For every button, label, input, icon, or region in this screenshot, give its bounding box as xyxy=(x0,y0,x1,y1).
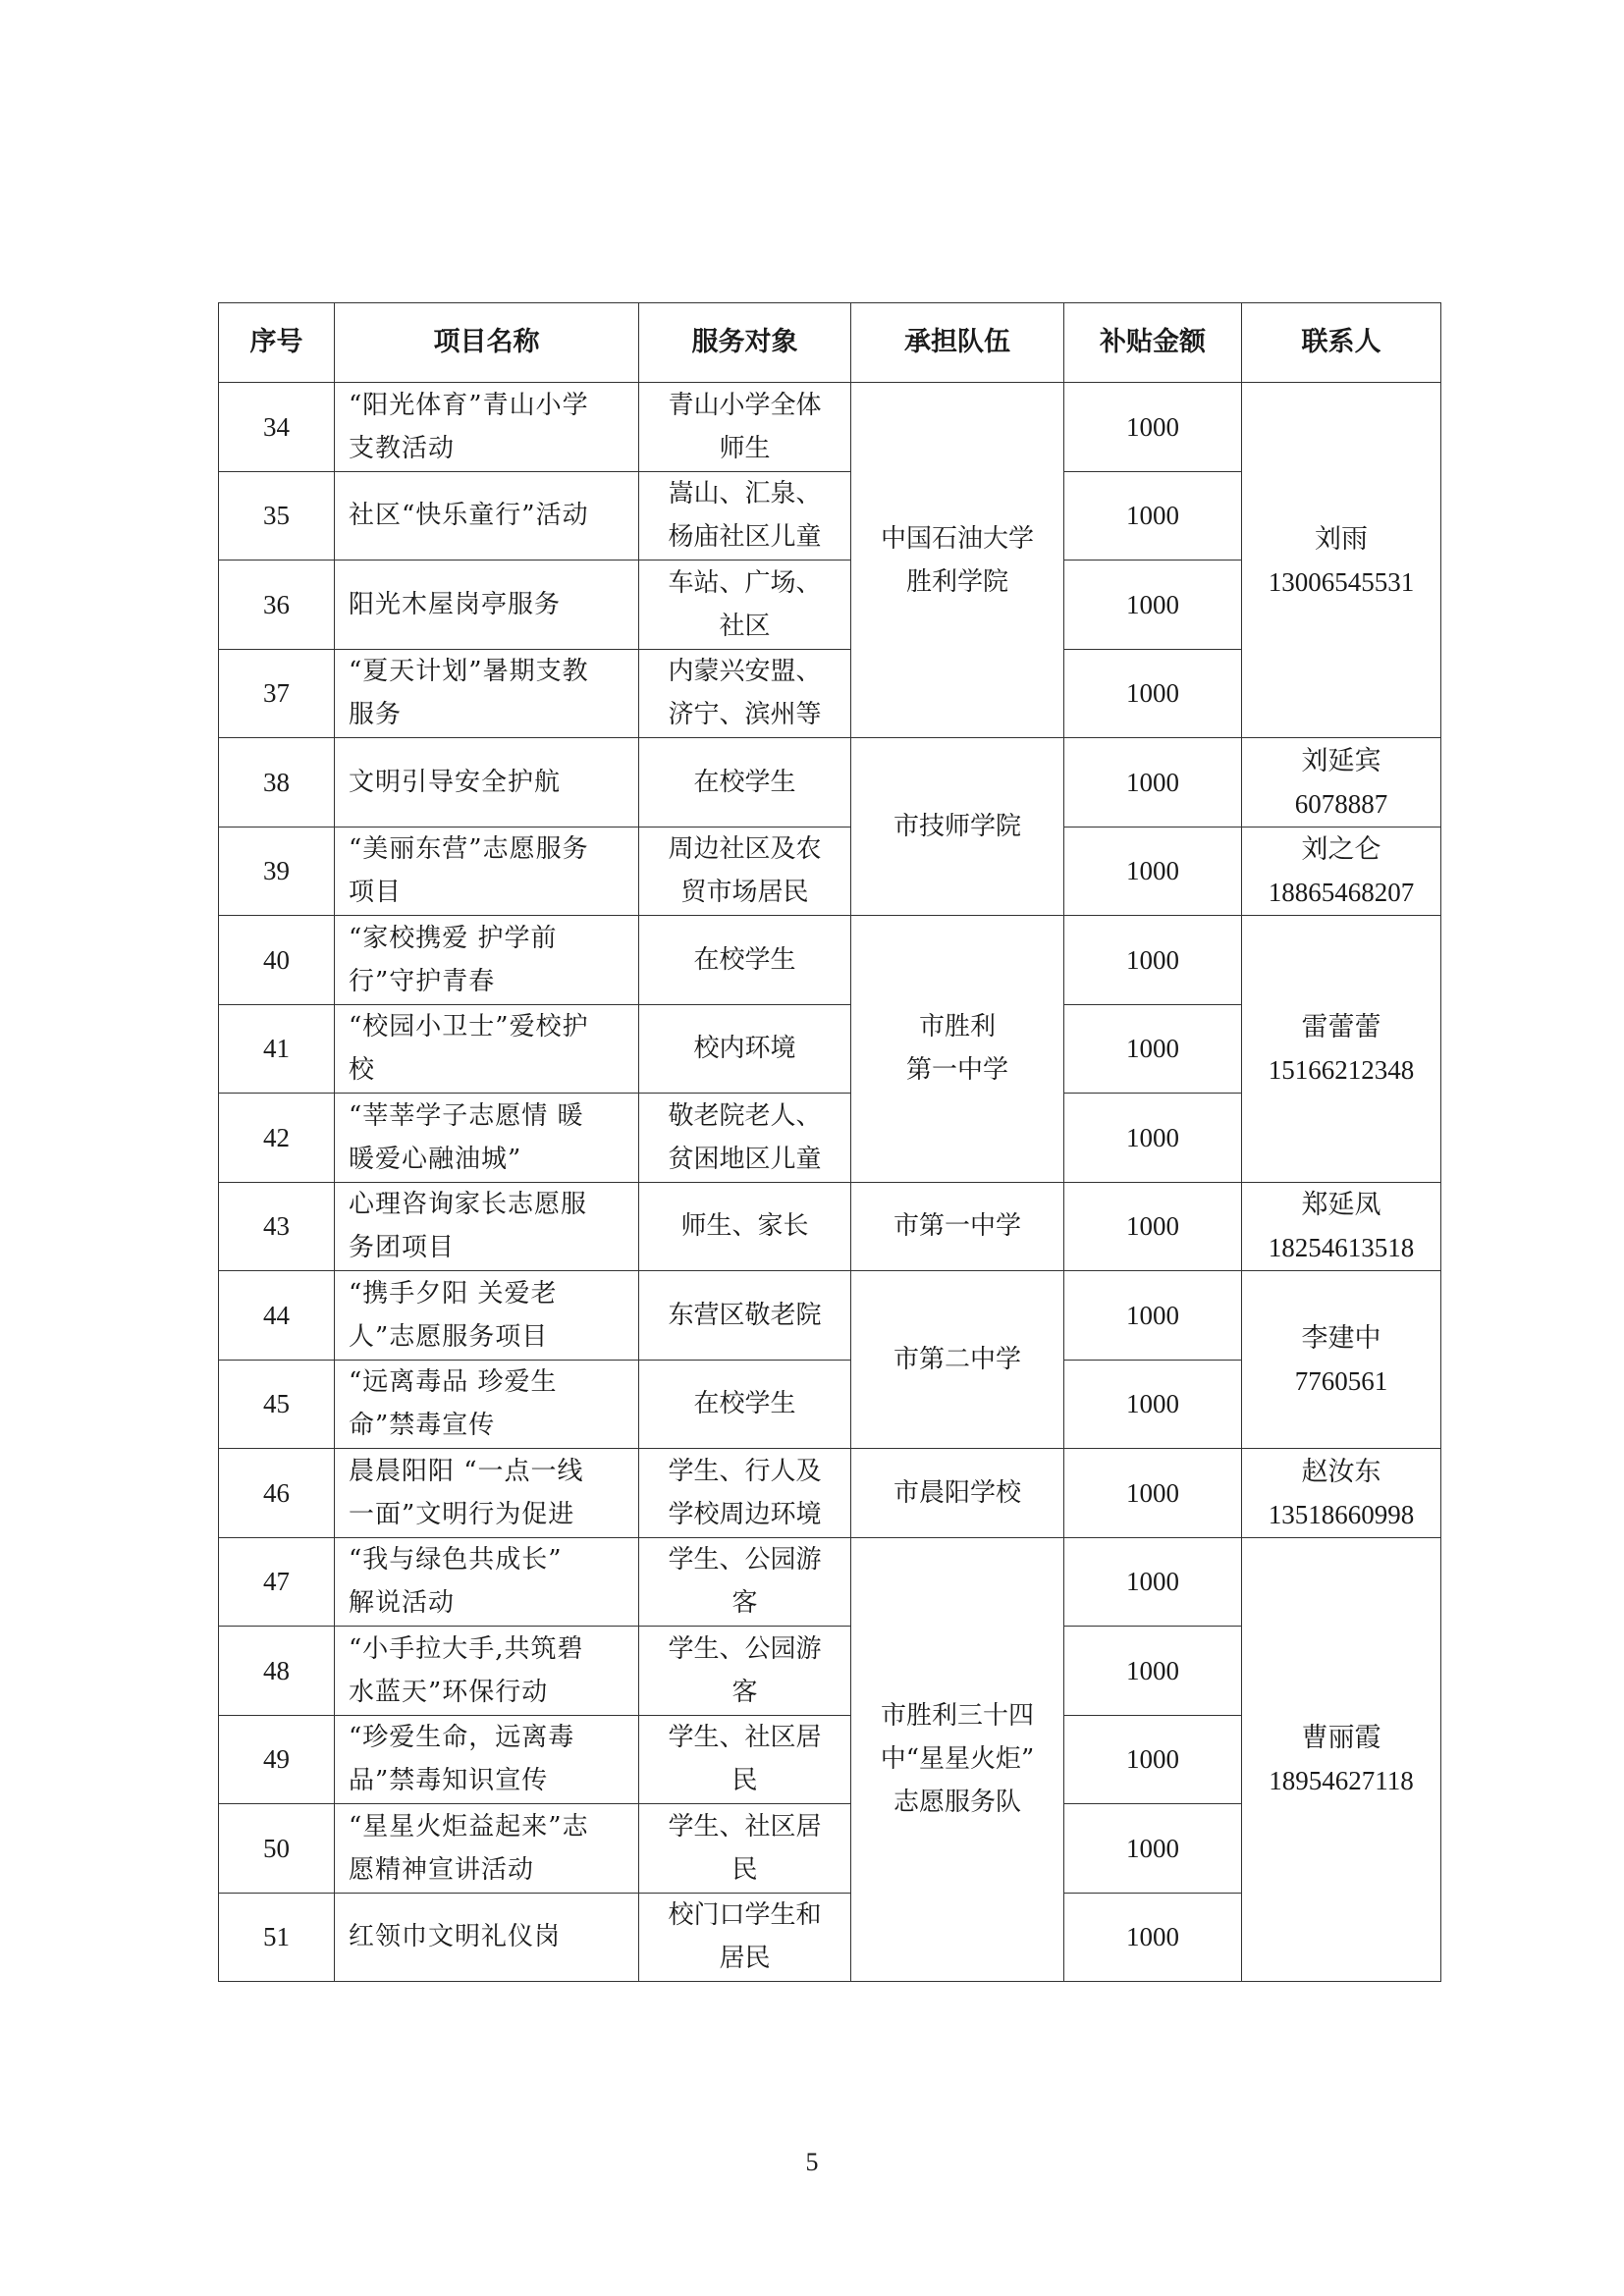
project-name-line: “小手拉大手,共筑碧 xyxy=(349,1633,584,1664)
project-name-line: 行”守护青春 xyxy=(349,966,496,996)
project-name-line: 红领巾文明礼仪岗 xyxy=(349,1922,562,1952)
service-target-cell xyxy=(639,916,851,1005)
contact-cell xyxy=(1242,1271,1441,1449)
service-target-line: 贸市场居民 xyxy=(680,878,809,908)
service-target-line: 学生、社区居 xyxy=(668,1811,822,1842)
team-line: 市第二中学 xyxy=(893,1345,1021,1374)
header-no: 序号 xyxy=(219,303,335,383)
contact-cell xyxy=(1242,383,1441,738)
service-target-line: 济宁、滨州等 xyxy=(668,700,822,730)
subsidy-cell: 1000 xyxy=(1064,1094,1242,1183)
project-name-line: 支教活动 xyxy=(349,433,456,463)
project-name-line: 心理咨询家长志愿服 xyxy=(349,1190,588,1220)
project-name-cell xyxy=(335,1182,639,1271)
service-target-line: 客 xyxy=(731,1588,758,1619)
project-name-line: 校 xyxy=(349,1055,376,1086)
table-row xyxy=(219,1271,1441,1361)
project-name-line: 命”禁毒宣传 xyxy=(349,1411,496,1441)
project-name-cell xyxy=(335,1804,639,1894)
team-line: 市技师学院 xyxy=(893,812,1021,841)
service-target-cell xyxy=(639,1182,851,1271)
team-cell xyxy=(851,383,1064,738)
project-name-cell xyxy=(335,827,639,916)
subsidy-cell: 1000 xyxy=(1064,1271,1242,1361)
subsidy-cell: 1000 xyxy=(1064,1004,1242,1094)
project-name-line: “夏天计划”暑期支教 xyxy=(349,657,589,687)
contact-cell xyxy=(1242,916,1441,1183)
contact-line: 13518660998 xyxy=(1268,1499,1415,1529)
project-name-cell xyxy=(335,1360,639,1449)
subsidy-cell: 1000 xyxy=(1064,649,1242,738)
team-line: 第一中学 xyxy=(905,1055,1008,1086)
header-team: 承担队伍 xyxy=(851,303,1064,383)
service-target-line: 学生、公园游 xyxy=(668,1633,822,1664)
project-name-cell xyxy=(335,1004,639,1094)
project-name-line: 项目 xyxy=(349,878,403,908)
service-target-cell xyxy=(639,1094,851,1183)
project-name-line: “阳光体育”青山小学 xyxy=(349,390,589,420)
service-target-line: 师生、家长 xyxy=(680,1211,809,1242)
service-target-cell xyxy=(639,1537,851,1627)
service-target-cell xyxy=(639,1449,851,1538)
team-cell xyxy=(851,738,1064,916)
project-name-line: “美丽东营”志愿服务 xyxy=(349,834,589,865)
row-number: 39 xyxy=(219,827,335,916)
subsidy-cell: 1000 xyxy=(1064,1627,1242,1716)
contact-cell xyxy=(1242,1449,1441,1538)
subsidy-cell: 1000 xyxy=(1064,1715,1242,1804)
project-name-cell xyxy=(335,471,639,561)
project-name-line: 阳光木屋岗亭服务 xyxy=(349,589,562,619)
project-name-line: 务团项目 xyxy=(349,1233,456,1263)
service-target-line: 嵩山、汇泉、 xyxy=(668,479,822,509)
contact-line: 13006545531 xyxy=(1268,566,1415,597)
contact-cell xyxy=(1242,1182,1441,1271)
contact-line: 6078887 xyxy=(1294,788,1388,819)
team-cell xyxy=(851,1182,1064,1271)
service-target-line: 民 xyxy=(731,1766,758,1796)
service-target-line: 东营区敬老院 xyxy=(668,1300,822,1330)
service-target-line: 校门口学生和 xyxy=(668,1900,822,1931)
service-target-cell xyxy=(639,827,851,916)
project-name-line: “家校携爱 护学前 xyxy=(349,923,558,953)
table-row xyxy=(219,1537,1441,1627)
project-name-cell xyxy=(335,1449,639,1538)
table-body xyxy=(219,383,1441,1982)
project-name-line: 品”禁毒知识宣传 xyxy=(349,1766,549,1796)
subsidy-cell: 1000 xyxy=(1064,1449,1242,1538)
table-row xyxy=(219,383,1441,472)
service-target-cell xyxy=(639,1893,851,1982)
contact-line: 刘之仑 xyxy=(1301,834,1381,865)
contact-cell xyxy=(1242,738,1441,828)
header-subsidy: 补贴金额 xyxy=(1064,303,1242,383)
project-name-line: 解说活动 xyxy=(349,1588,456,1619)
project-name-line: 文明引导安全护航 xyxy=(349,767,562,797)
service-target-line: 客 xyxy=(731,1677,758,1707)
row-number: 45 xyxy=(219,1360,335,1449)
row-number: 51 xyxy=(219,1893,335,1982)
project-name-cell xyxy=(335,916,639,1005)
row-number: 40 xyxy=(219,916,335,1005)
contact-line: 15166212348 xyxy=(1268,1055,1415,1086)
row-number: 43 xyxy=(219,1182,335,1271)
subsidy-cell: 1000 xyxy=(1064,1360,1242,1449)
contact-line: 曹丽霞 xyxy=(1301,1723,1381,1753)
row-number: 36 xyxy=(219,561,335,650)
service-target-line: 杨庙社区儿童 xyxy=(668,522,822,553)
service-target-line: 在校学生 xyxy=(693,944,796,975)
project-name-line: 晨晨阳阳 “一点一线 xyxy=(349,1456,584,1486)
contact-line: 18954627118 xyxy=(1269,1766,1414,1796)
contact-line: 18254613518 xyxy=(1268,1233,1415,1263)
service-target-line: 学生、社区居 xyxy=(668,1723,822,1753)
subsidy-cell: 1000 xyxy=(1064,738,1242,828)
team-line: 市晨阳学校 xyxy=(893,1477,1021,1508)
row-number: 38 xyxy=(219,738,335,828)
service-target-line: 内蒙兴安盟、 xyxy=(668,657,822,687)
service-target-line: 在校学生 xyxy=(693,767,796,797)
service-target-line: 校内环境 xyxy=(693,1034,796,1064)
row-number: 34 xyxy=(219,383,335,472)
table-header-row xyxy=(219,303,1441,383)
project-name-cell xyxy=(335,1094,639,1183)
service-target-line: 贫困地区儿童 xyxy=(668,1144,822,1174)
subsidy-cell: 1000 xyxy=(1064,916,1242,1005)
service-target-line: 青山小学全体 xyxy=(668,390,822,420)
contact-line: 7760561 xyxy=(1294,1366,1388,1396)
subsidy-cell: 1000 xyxy=(1064,1804,1242,1894)
service-target-line: 师生 xyxy=(719,433,771,463)
team-line: 志愿服务队 xyxy=(893,1788,1021,1818)
project-name-line: 一面”文明行为促进 xyxy=(349,1499,575,1529)
project-name-line: “校园小卫士”爱校护 xyxy=(349,1012,589,1042)
contact-line: 李建中 xyxy=(1301,1323,1381,1353)
project-name-cell xyxy=(335,1715,639,1804)
service-target-line: 敬老院老人、 xyxy=(668,1100,822,1131)
project-name-line: 社区“快乐童行”活动 xyxy=(349,501,589,531)
team-cell xyxy=(851,1537,1064,1982)
table-row xyxy=(219,916,1441,1005)
page-number: 5 xyxy=(805,2148,819,2176)
contact-line: 郑延凤 xyxy=(1301,1190,1381,1220)
service-target-cell xyxy=(639,1804,851,1894)
row-number: 42 xyxy=(219,1094,335,1183)
header-project-name: 项目名称 xyxy=(335,303,639,383)
subsidy-cell: 1000 xyxy=(1064,383,1242,472)
team-line: 市胜利 xyxy=(918,1012,996,1042)
table-row xyxy=(219,1449,1441,1538)
subsidy-cell: 1000 xyxy=(1064,1537,1242,1627)
team-line: 中“星星火炬” xyxy=(880,1744,1035,1775)
row-number: 37 xyxy=(219,649,335,738)
contact-line: 刘延宾 xyxy=(1301,745,1381,775)
service-target-cell xyxy=(639,738,851,828)
service-target-line: 学生、行人及 xyxy=(668,1456,822,1486)
project-name-line: “莘莘学子志愿情 暖 xyxy=(349,1100,584,1131)
service-target-line: 社区 xyxy=(719,611,771,641)
project-name-cell xyxy=(335,1627,639,1716)
subsidy-cell: 1000 xyxy=(1064,561,1242,650)
contact-line: 18865468207 xyxy=(1268,878,1415,908)
subsidy-cell: 1000 xyxy=(1064,827,1242,916)
row-number: 46 xyxy=(219,1449,335,1538)
row-number: 49 xyxy=(219,1715,335,1804)
team-cell xyxy=(851,916,1064,1183)
service-target-cell xyxy=(639,471,851,561)
service-target-cell xyxy=(639,383,851,472)
project-name-cell xyxy=(335,383,639,472)
contact-line: 赵汝东 xyxy=(1301,1456,1381,1486)
service-target-line: 民 xyxy=(731,1854,758,1885)
project-name-cell xyxy=(335,738,639,828)
service-target-line: 学校周边环境 xyxy=(668,1499,822,1529)
service-target-line: 在校学生 xyxy=(693,1389,796,1419)
service-target-line: 周边社区及农 xyxy=(668,834,822,865)
project-name-line: 愿精神宣讲活动 xyxy=(349,1854,535,1885)
row-number: 48 xyxy=(219,1627,335,1716)
subsidy-cell: 1000 xyxy=(1064,1893,1242,1982)
team-cell xyxy=(851,1449,1064,1538)
contact-cell xyxy=(1242,1537,1441,1982)
service-target-cell xyxy=(639,561,851,650)
project-name-line: “我与绿色共成长” xyxy=(349,1545,563,1575)
service-target-cell xyxy=(639,1627,851,1716)
team-line: 胜利学院 xyxy=(905,566,1008,597)
project-name-line: “珍爱生命，远离毒 xyxy=(349,1723,575,1753)
project-name-cell xyxy=(335,561,639,650)
row-number: 41 xyxy=(219,1004,335,1094)
service-target-cell xyxy=(639,1004,851,1094)
team-line: 市第一中学 xyxy=(893,1211,1021,1242)
table-row xyxy=(219,1182,1441,1271)
header-service-target: 服务对象 xyxy=(639,303,851,383)
service-target-cell xyxy=(639,1715,851,1804)
table-row xyxy=(219,827,1441,916)
project-name-line: 水蓝天”环保行动 xyxy=(349,1677,549,1707)
row-number: 47 xyxy=(219,1537,335,1627)
contact-line: 刘雨 xyxy=(1315,523,1368,554)
project-name-line: “携手夕阳 关爱老 xyxy=(349,1278,558,1308)
project-name-line: “星星火炬益起来”志 xyxy=(349,1811,589,1842)
service-target-line: 学生、公园游 xyxy=(668,1545,822,1575)
project-table xyxy=(218,302,1441,1982)
project-name-line: 暖爱心融油城” xyxy=(349,1144,522,1174)
subsidy-cell: 1000 xyxy=(1064,1182,1242,1271)
row-number: 50 xyxy=(219,1804,335,1894)
row-number: 44 xyxy=(219,1271,335,1361)
project-name-line: “远离毒品 珍爱生 xyxy=(349,1367,558,1398)
table-row xyxy=(219,738,1441,828)
project-name-cell xyxy=(335,649,639,738)
subsidy-cell: 1000 xyxy=(1064,471,1242,561)
project-name-cell xyxy=(335,1537,639,1627)
team-cell xyxy=(851,1271,1064,1449)
team-line: 中国石油大学 xyxy=(880,523,1034,554)
header-contact: 联系人 xyxy=(1242,303,1441,383)
project-name-cell xyxy=(335,1893,639,1982)
team-line: 市胜利三十四 xyxy=(880,1701,1034,1732)
service-target-line: 居民 xyxy=(719,1944,771,1974)
contact-cell xyxy=(1242,827,1441,916)
project-name-line: 服务 xyxy=(349,700,403,730)
project-name-line: 人”志愿服务项目 xyxy=(349,1321,549,1352)
row-number: 35 xyxy=(219,471,335,561)
project-name-cell xyxy=(335,1271,639,1361)
service-target-cell xyxy=(639,649,851,738)
contact-line: 雷蕾蕾 xyxy=(1301,1012,1381,1042)
service-target-line: 车站、广场、 xyxy=(668,567,822,598)
service-target-cell xyxy=(639,1360,851,1449)
service-target-cell xyxy=(639,1271,851,1361)
